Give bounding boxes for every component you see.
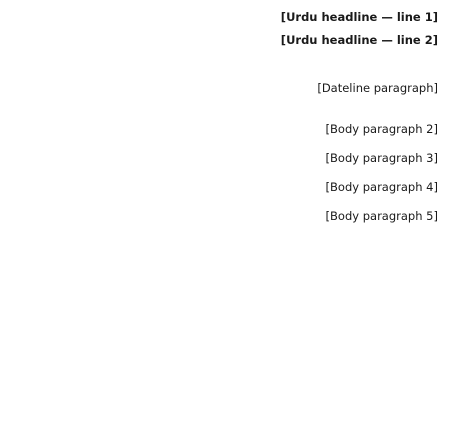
article-paragraph: [Body paragraph 2] xyxy=(325,122,438,136)
article-paragraph: [Body paragraph 3] xyxy=(325,151,438,165)
article-paragraph: [Body paragraph 4] xyxy=(325,180,438,194)
headline-line-1: [Urdu headline — line 1] xyxy=(280,10,438,24)
article-headline xyxy=(12,6,438,52)
spacer xyxy=(12,52,438,77)
article-paragraph-dateline: [Dateline paragraph] xyxy=(317,81,438,95)
article-paragraph: [Body paragraph 5] xyxy=(325,209,438,223)
headline-line-2: [Urdu headline — line 2] xyxy=(280,33,438,47)
spacer xyxy=(12,100,438,118)
